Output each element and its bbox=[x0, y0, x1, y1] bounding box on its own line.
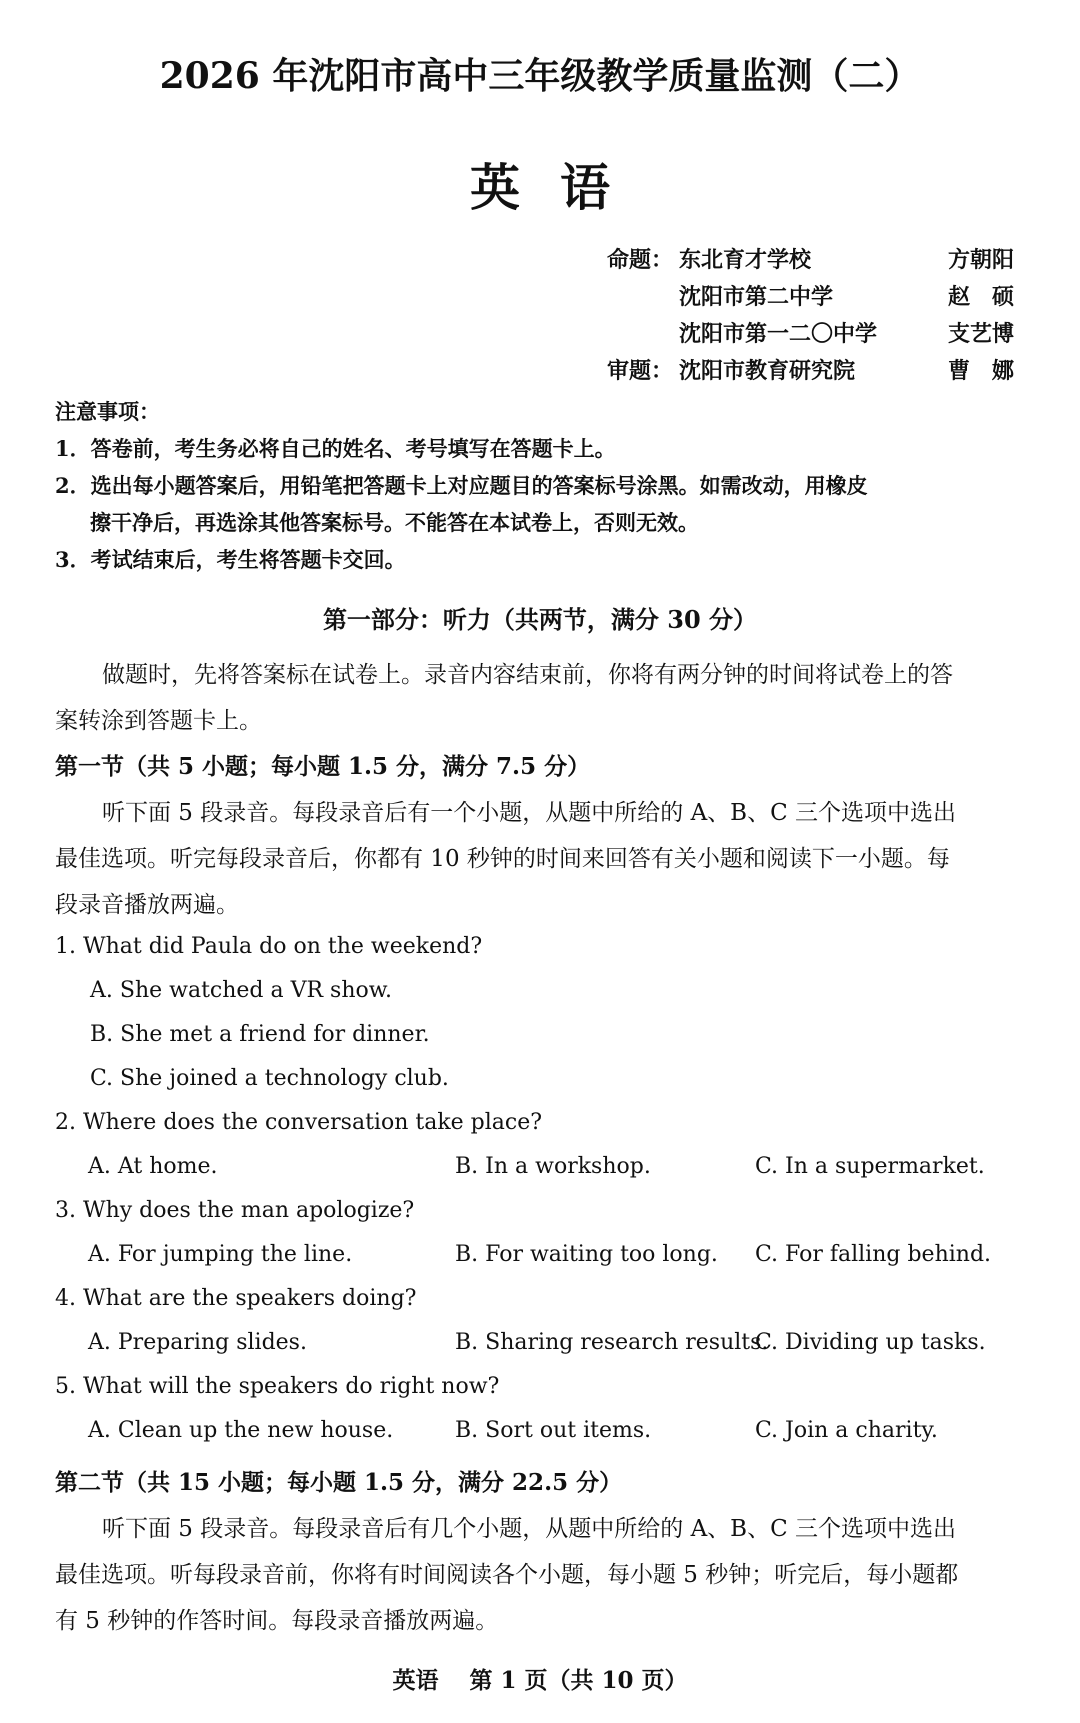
question-stem: 3. Why does the man apologize? bbox=[55, 1198, 415, 1223]
credit-school: 沈阳市第二中学 bbox=[679, 284, 834, 310]
part-heading: 第一部分：听力（共两节，满分 30 分） bbox=[322, 605, 758, 634]
part-intro: 案转涂到答题卡上。 bbox=[55, 708, 262, 734]
option-b: B. In a workshop. bbox=[455, 1154, 651, 1179]
section-instructions: 最佳选项。听完每段录音后，你都有 10 秒钟的时间来回答有关小题和阅读下一小题。每 bbox=[55, 846, 950, 872]
option-a: A. For jumping the line. bbox=[88, 1242, 353, 1267]
option-b: B. She met a friend for dinner. bbox=[90, 1022, 430, 1047]
option-c: C. For falling behind. bbox=[755, 1242, 992, 1267]
option-c: C. In a supermarket. bbox=[755, 1154, 985, 1179]
question-stem: 5. What will the speakers do right now? bbox=[55, 1374, 500, 1399]
option-c: C. Dividing up tasks. bbox=[755, 1330, 986, 1355]
notice-item: 1．答卷前，考生务必将自己的姓名、考号填写在答题卡上。 bbox=[55, 436, 616, 461]
notice-heading: 注意事项： bbox=[55, 399, 160, 424]
option-a: A. Preparing slides. bbox=[88, 1330, 307, 1355]
subject-title: 英语 bbox=[470, 158, 650, 217]
section-instructions: 有 5 秒钟的作答时间。每段录音播放两遍。 bbox=[55, 1608, 499, 1634]
section-heading: 第一节（共 5 小题；每小题 1.5 分，满分 7.5 分） bbox=[55, 753, 591, 780]
option-a: A. Clean up the new house. bbox=[88, 1418, 394, 1443]
option-a: A. She watched a VR show. bbox=[90, 978, 392, 1003]
shenti-label: 审题： bbox=[607, 358, 674, 384]
option-c: C. She joined a technology club. bbox=[90, 1066, 449, 1091]
credit-person: 曹 娜 bbox=[948, 358, 1015, 384]
section-instructions: 最佳选项。听每段录音前，你将有时间阅读各个小题，每小题 5 秒钟；听完后，每小题都 bbox=[55, 1562, 959, 1588]
option-b: B. Sharing research results. bbox=[455, 1330, 769, 1355]
question-stem: 4. What are the speakers doing? bbox=[55, 1286, 417, 1311]
section-instructions: 段录音播放两遍。 bbox=[55, 892, 239, 918]
option-c: C. Join a charity. bbox=[755, 1418, 938, 1443]
question-stem: 1. What did Paula do on the weekend? bbox=[55, 934, 483, 959]
page-footer: 英语 第 1 页（共 10 页） bbox=[392, 1667, 688, 1694]
section-instructions: 听下面 5 段录音。每段录音后有几个小题，从题中所给的 A、B、C 三个选项中选出 bbox=[102, 1516, 956, 1542]
credit-person: 支艺博 bbox=[948, 321, 1015, 347]
credit-person: 方朝阳 bbox=[948, 247, 1015, 273]
question-stem: 2. Where does the conversation take place? bbox=[55, 1110, 543, 1135]
notice-item-continuation: 擦干净后，再选涂其他答案标号。不能答在本试卷上，否则无效。 bbox=[90, 510, 699, 535]
credit-school: 东北育才学校 bbox=[679, 247, 812, 273]
part-intro: 做题时，先将答案标在试卷上。录音内容结束前，你将有两分钟的时间将试卷上的答 bbox=[102, 662, 953, 688]
credit-school: 沈阳市教育研究院 bbox=[679, 358, 856, 384]
notice-item: 2．选出每小题答案后，用铅笔把答题卡上对应题目的答案标号涂黑。如需改动，用橡皮 bbox=[55, 473, 868, 498]
option-a: A. At home. bbox=[88, 1154, 218, 1179]
credit-person: 赵 硕 bbox=[948, 284, 1015, 310]
option-b: B. For waiting too long. bbox=[455, 1242, 718, 1267]
credit-school: 沈阳市第一二〇中学 bbox=[679, 321, 878, 347]
section-instructions: 听下面 5 段录音。每段录音后有一个小题，从题中所给的 A、B、C 三个选项中选出 bbox=[102, 800, 956, 826]
notice-item: 3．考试结束后，考生将答题卡交回。 bbox=[55, 547, 406, 572]
option-b: B. Sort out items. bbox=[455, 1418, 652, 1443]
exam-title: 2026 年沈阳市高中三年级教学质量监测（二） bbox=[159, 55, 921, 97]
mingti-label: 命题： bbox=[607, 247, 674, 273]
section-heading: 第二节（共 15 小题；每小题 1.5 分，满分 22.5 分） bbox=[55, 1469, 623, 1496]
